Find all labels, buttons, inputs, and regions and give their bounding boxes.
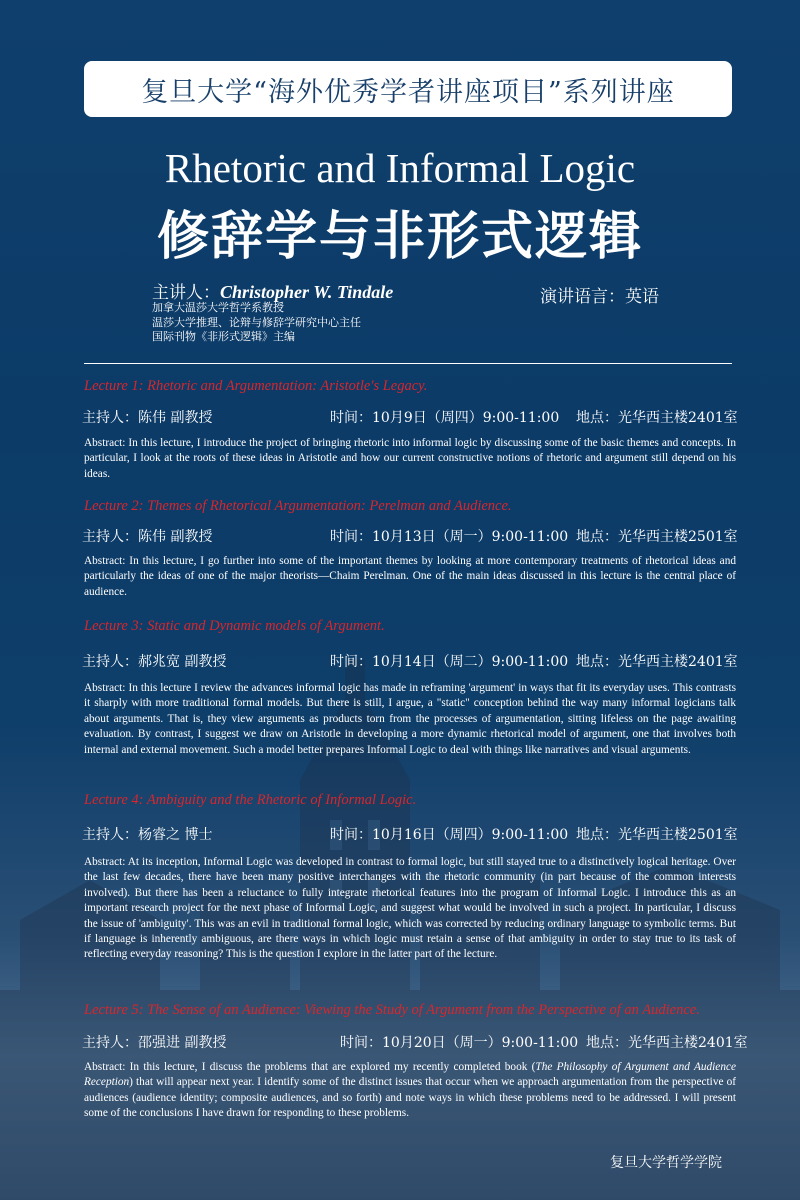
lecture-place: 地点：光华西主楼2401室 <box>576 410 738 426</box>
lecture-host: 主持人：郝兆宽 副教授 <box>82 654 227 670</box>
lecture-5-title: Lecture 5: The Sense of an Audience: Viewing the Study of Argument from the Perspective of an Audience. <box>84 1002 700 1018</box>
lecture-time: 时间：10月16日（周四）9:00-11:00 <box>330 827 569 843</box>
lecture-3-info <box>82 651 742 671</box>
lecture-time: 时间：10月14日（周二）9:00-11:00 <box>330 654 569 670</box>
abstract-text: ) that will appear next year. I identify some of the distinct issues that occur when we approach argumentation from the perspective of audiences (audience identity; composite audiences, and so forth) and note ways in which these problems need to be addressed. I will present some of the conclusions I have drawn for responding to these problems. <box>84 1076 736 1120</box>
book-title: The Philosophy of Argument and Audience Reception <box>84 1061 736 1089</box>
lecture-time: 时间：10月20日（周一）9:00-11:00 <box>340 1035 579 1051</box>
title-chinese: 修辞学与非形式逻辑 <box>156 207 643 267</box>
speaker-role: 国际刊物《非形式逻辑》主编 <box>152 330 295 343</box>
lecture-2-info <box>82 526 742 546</box>
organizer-footer: 复旦大学哲学学院 <box>610 1155 722 1171</box>
lecture-place: 地点：光华西主楼2501室 <box>576 529 738 545</box>
series-banner: 复旦大学“海外优秀学者讲座项目”系列讲座 <box>84 61 732 117</box>
abstract-text: Abstract: In this lecture, I discuss the problems that are explored my recently completed book ( <box>84 1061 536 1073</box>
lecture-place: 地点：光华西主楼2401室 <box>586 1035 748 1051</box>
speaker-role: 加拿大温莎大学哲学系教授 <box>152 301 284 314</box>
speaker-label: 主讲人： <box>152 283 220 303</box>
speaker-line <box>152 278 393 303</box>
lecture-host: 主持人：陈伟 副教授 <box>82 529 213 545</box>
speaker-name: Christopher W. Tindale <box>220 282 394 302</box>
lecture-host: 主持人：陈伟 副教授 <box>82 410 213 426</box>
lecture-1-info <box>82 407 742 427</box>
lecture-5-abstract <box>84 1060 736 1122</box>
speaker-roles <box>152 301 361 345</box>
lecture-2-abstract: Abstract: In this lecture, I go further into some of the important themes by looking at more contemporary treatments of rhetorical ideas and particularly the ideas of one of the major theorists—Chaim Perelman. One of the main ideas discussed in this lecture is the central place of audience. <box>84 555 736 598</box>
title-english: Rhetoric and Informal Logic <box>164 145 636 191</box>
lecture-1-title: Lecture 1: Rhetoric and Argumentation: Aristotle's Legacy. <box>84 378 428 394</box>
lecture-host: 主持人：邵强进 副教授 <box>82 1035 227 1051</box>
speaker-role: 温莎大学推理、论辩与修辞学研究中心主任 <box>152 315 361 329</box>
lecture-5-info <box>82 1032 748 1052</box>
lecture-time: 时间：10月9日（周四）9:00-11:00 <box>330 410 560 426</box>
lecture-place: 地点：光华西主楼2501室 <box>576 827 738 843</box>
lecture-1-abstract: Abstract: In this lecture, I introduce the project of bringing rhetoric into informal logic by discussing some of the basic themes and concepts. In particular, I look at the roots of these ideas in Aristotle and how our current constructive notions of rhetoric and argument still depend on his ideas. <box>84 437 736 480</box>
lecture-3-abstract: Abstract: In this lecture I review the advances informal logic has made in reframing 'argument' in ways that fit its everyday uses. This contrasts it sharply with more traditional formal models. But there is still, I argue, a "static" conception behind the way many informal logicians talk about arguments. That is, they view arguments as products torn from the processes of argumentation, sitting lifeless on the page awaiting evaluation. By contrast, I suggest we draw on Aristotle in developing a more dynamic rhetorical model of argument, one that involves both internal and external movement. Such a model better prepares Informal Logic to deal with things like narratives and visual arguments. <box>84 682 736 756</box>
lecture-language: 演讲语言：英语 <box>540 287 659 307</box>
divider <box>84 363 732 364</box>
lecture-place: 地点：光华西主楼2401室 <box>576 654 738 670</box>
lecture-4-title: Lecture 4: Ambiguity and the Rhetoric of Informal Logic. <box>84 792 417 808</box>
lecture-4-abstract: Abstract: At its inception, Informal Logic was developed in contrast to formal logic, but still stayed true to a distinctively logical heritage. Over the last few decades, there have been many positive interchanges with the rhetoric community (in part because of the common interests involved). But there has been a reluctance to fully integrate rhetorical features into the program of Informal Logic. I introduce this as an important research project for the next phase of Informal Logic, and suggest what would be involved in such a project. In particular, I discuss the issue of 'ambiguity'. This was an evil in traditional formal logic, which was corrected by reducing ordinary language to symbolic terms. But if language is inherently ambiguous, are there ways in which logic must retain a sense of that ambiguity in order to stay true to its task of reflecting everyday reasoning? This is the question I explore in the latter part of the lecture. <box>84 856 736 961</box>
lecture-2-title: Lecture 2: Themes of Rhetorical Argumentation: Perelman and Audience. <box>84 498 512 514</box>
lecture-host: 主持人：杨睿之 博士 <box>82 827 213 843</box>
lecture-time: 时间：10月13日（周一）9:00-11:00 <box>330 529 569 545</box>
lecture-3-title: Lecture 3: Static and Dynamic models of Argument. <box>84 618 385 634</box>
lecture-4-info <box>82 824 742 844</box>
